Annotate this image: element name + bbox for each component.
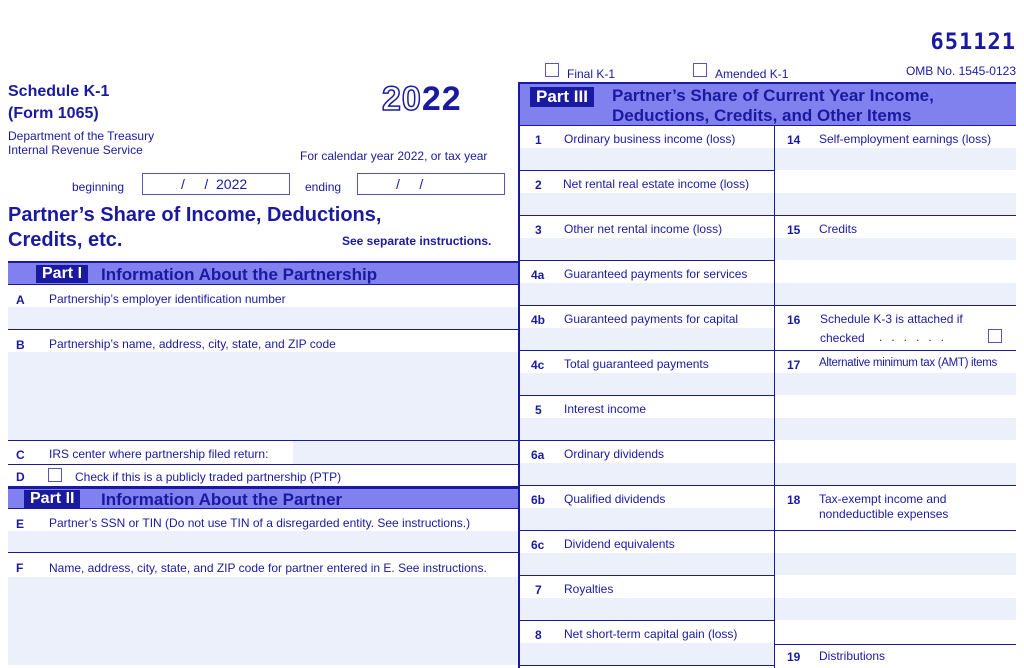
row-b-input[interactable] (8, 352, 518, 440)
beginning-date-value: / / 2022 (181, 176, 248, 192)
row-c-input[interactable] (293, 441, 518, 464)
line-7-input[interactable] (520, 598, 774, 620)
line-5-input[interactable] (520, 418, 774, 440)
row-f-input[interactable] (8, 577, 518, 665)
tax-year-bold: 22 (421, 80, 462, 118)
line-6c (520, 531, 774, 576)
line-1-label: Ordinary business income (loss) (564, 132, 736, 146)
line-6c-input[interactable] (520, 553, 774, 575)
part3-header (520, 82, 1016, 126)
line-3-num: 3 (535, 223, 542, 237)
line-2-num: 2 (535, 178, 542, 192)
row-e-label: Partner’s SSN or TIN (Do not use TIN of a disregarded entity. See instructions.) (49, 516, 471, 530)
line-18 (775, 486, 1016, 646)
line-15-num: 15 (787, 223, 801, 237)
line-16-label: Schedule K-3 is attached if (820, 312, 963, 326)
line-3-label: Other net rental income (loss) (564, 222, 723, 236)
line-4b (520, 306, 774, 351)
beginning-label: beginning (72, 180, 125, 194)
line-2-label: Net rental real estate income (loss) (563, 177, 750, 191)
line-4c-num: 4c (531, 358, 545, 372)
row-e-letter: E (16, 517, 25, 531)
part1-header (8, 261, 518, 285)
line-17-label: Alternative minimum tax (AMT) items (819, 357, 998, 369)
part1-label: Part I (36, 265, 88, 283)
line-18-input-1[interactable] (775, 553, 1016, 575)
row-b-letter: B (16, 338, 25, 352)
part3-title-line2: Deductions, Credits, and Other Items (612, 106, 912, 125)
part3-label: Part III (530, 87, 594, 107)
line-4b-num: 4b (531, 313, 546, 327)
line-4b-label: Guaranteed payments for capital (564, 312, 739, 326)
line-18-input-2[interactable] (775, 598, 1016, 620)
line-4a-label: Guaranteed payments for services (564, 267, 748, 281)
line-16 (775, 306, 1016, 351)
row-c-label: IRS center where partnership filed return: (49, 447, 269, 461)
see-instructions: See separate instructions. (342, 234, 492, 248)
row-f-label: Name, address, city, state, and ZIP code for partner entered in E. See instructions. (49, 561, 487, 575)
part2-title: Information About the Partner (101, 490, 343, 509)
ending-date-value: / / (396, 176, 424, 192)
line-18-label-2: nondeductible expenses (819, 507, 949, 521)
omb-number: OMB No. 1545-0123 (905, 64, 1016, 78)
line-5 (520, 396, 774, 441)
tax-year (382, 80, 462, 119)
final-k1-checkbox[interactable] (545, 63, 559, 77)
line-4c (520, 351, 774, 396)
final-k1-label: Final K-1 (567, 67, 616, 81)
line-15-label: Credits (819, 222, 858, 236)
row-f-letter: F (16, 561, 24, 575)
dept-irs: Internal Revenue Service (8, 143, 143, 157)
line-19-num: 19 (787, 650, 801, 664)
line-6c-label: Dividend equivalents (564, 537, 675, 551)
row-c (8, 441, 518, 465)
calendar-year-text: For calendar year 2022, or tax year (300, 149, 488, 163)
line-6c-num: 6c (531, 538, 545, 552)
schedule-title: Schedule K-1 (8, 83, 110, 100)
line-8-label: Net short-term capital gain (loss) (564, 627, 738, 641)
row-a (8, 285, 518, 330)
row-d (8, 465, 518, 487)
row-b-label: Partnership’s name, address, city, state, and ZIP code (49, 337, 336, 351)
part1-title: Information About the Partnership (101, 265, 378, 284)
line-19 (775, 645, 1016, 668)
line-8-input[interactable] (520, 643, 774, 665)
line-14-label: Self-employment earnings (loss) (819, 132, 992, 146)
line-3-input[interactable] (520, 238, 774, 260)
line-14-input-1[interactable] (775, 148, 1016, 170)
k3-attached-checkbox[interactable] (988, 329, 1002, 343)
line-7 (520, 576, 774, 621)
form-title-line1: Partner’s Share of Income, Deductions, (8, 204, 382, 226)
line-14-num: 14 (787, 133, 801, 147)
row-a-input[interactable] (8, 307, 518, 329)
row-d-label: Check if this is a publicly traded partnership (PTP) (75, 470, 342, 484)
part3-right-column (775, 126, 1016, 668)
part3-title-line1: Partner’s Share of Current Year Income, (612, 86, 934, 105)
ending-label: ending (305, 180, 342, 194)
amended-k1-checkbox[interactable] (693, 63, 707, 77)
row-c-letter: C (16, 448, 25, 462)
dept-treasury: Department of the Treasury (8, 129, 155, 143)
line-16-leader-dots: ...... (879, 330, 954, 344)
line-6a-num: 6a (531, 448, 545, 462)
line-15-input-1[interactable] (775, 238, 1016, 260)
line-14-input-2[interactable] (775, 193, 1016, 215)
line-2 (520, 171, 774, 216)
line-6b (520, 486, 774, 531)
row-a-label: Partnership’s employer identification number (49, 292, 286, 306)
line-17-num: 17 (787, 358, 801, 372)
tax-year-outline: 20 (382, 80, 422, 118)
form-code: 651121 (930, 30, 1016, 55)
line-18-label: Tax-exempt income and (819, 492, 947, 506)
line-3 (520, 216, 774, 261)
line-17 (775, 351, 1016, 486)
line-4a-input[interactable] (520, 283, 774, 305)
part2-label: Part II (24, 490, 80, 508)
line-15-input-2[interactable] (775, 283, 1016, 305)
ptp-checkbox[interactable] (48, 468, 62, 482)
line-6a (520, 441, 774, 486)
line-6a-input[interactable] (520, 463, 774, 485)
row-f (8, 553, 518, 668)
line-4a (520, 261, 774, 306)
line-2-input[interactable] (520, 193, 774, 215)
line-14 (775, 126, 1016, 216)
line-5-num: 5 (535, 403, 542, 417)
line-6b-label: Qualified dividends (564, 492, 666, 506)
row-b (8, 330, 518, 441)
line-16-label-2: checked (820, 331, 865, 345)
line-6a-label: Ordinary dividends (564, 447, 665, 461)
line-8-num: 8 (535, 628, 542, 642)
line-4a-num: 4a (531, 268, 545, 282)
line-17-input-1[interactable] (775, 373, 1016, 395)
part3-left-column (520, 126, 774, 668)
part2-header (8, 487, 518, 509)
line-6b-num: 6b (531, 493, 546, 507)
form-title-line2: Credits, etc. (8, 229, 123, 251)
line-5-label: Interest income (564, 402, 647, 416)
row-a-letter: A (16, 293, 25, 307)
line-17-input-3[interactable] (775, 463, 1016, 485)
line-7-label: Royalties (564, 582, 614, 596)
line-4b-input[interactable] (520, 328, 774, 350)
line-19-label: Distributions (819, 649, 886, 663)
line-17-input-2[interactable] (775, 418, 1016, 440)
row-e-input[interactable] (8, 531, 518, 552)
form-number: (Form 1065) (8, 105, 99, 122)
amended-k1-label: Amended K-1 (715, 67, 789, 81)
line-4c-label: Total guaranteed payments (564, 357, 709, 371)
line-7-num: 7 (535, 583, 542, 597)
line-8 (520, 621, 774, 666)
ending-date-field[interactable] (357, 173, 505, 195)
row-d-letter: D (16, 470, 25, 484)
line-16-num: 16 (787, 313, 801, 327)
beginning-date-field[interactable] (142, 173, 290, 195)
line-15 (775, 216, 1016, 306)
line-18-num: 18 (787, 493, 801, 507)
line-18-divider (775, 530, 1016, 531)
line-1-input[interactable] (520, 148, 774, 170)
line-6b-input[interactable] (520, 508, 774, 530)
row-e (8, 509, 518, 553)
line-4c-input[interactable] (520, 373, 774, 395)
line-1-num: 1 (535, 133, 542, 147)
line-1 (520, 126, 774, 171)
